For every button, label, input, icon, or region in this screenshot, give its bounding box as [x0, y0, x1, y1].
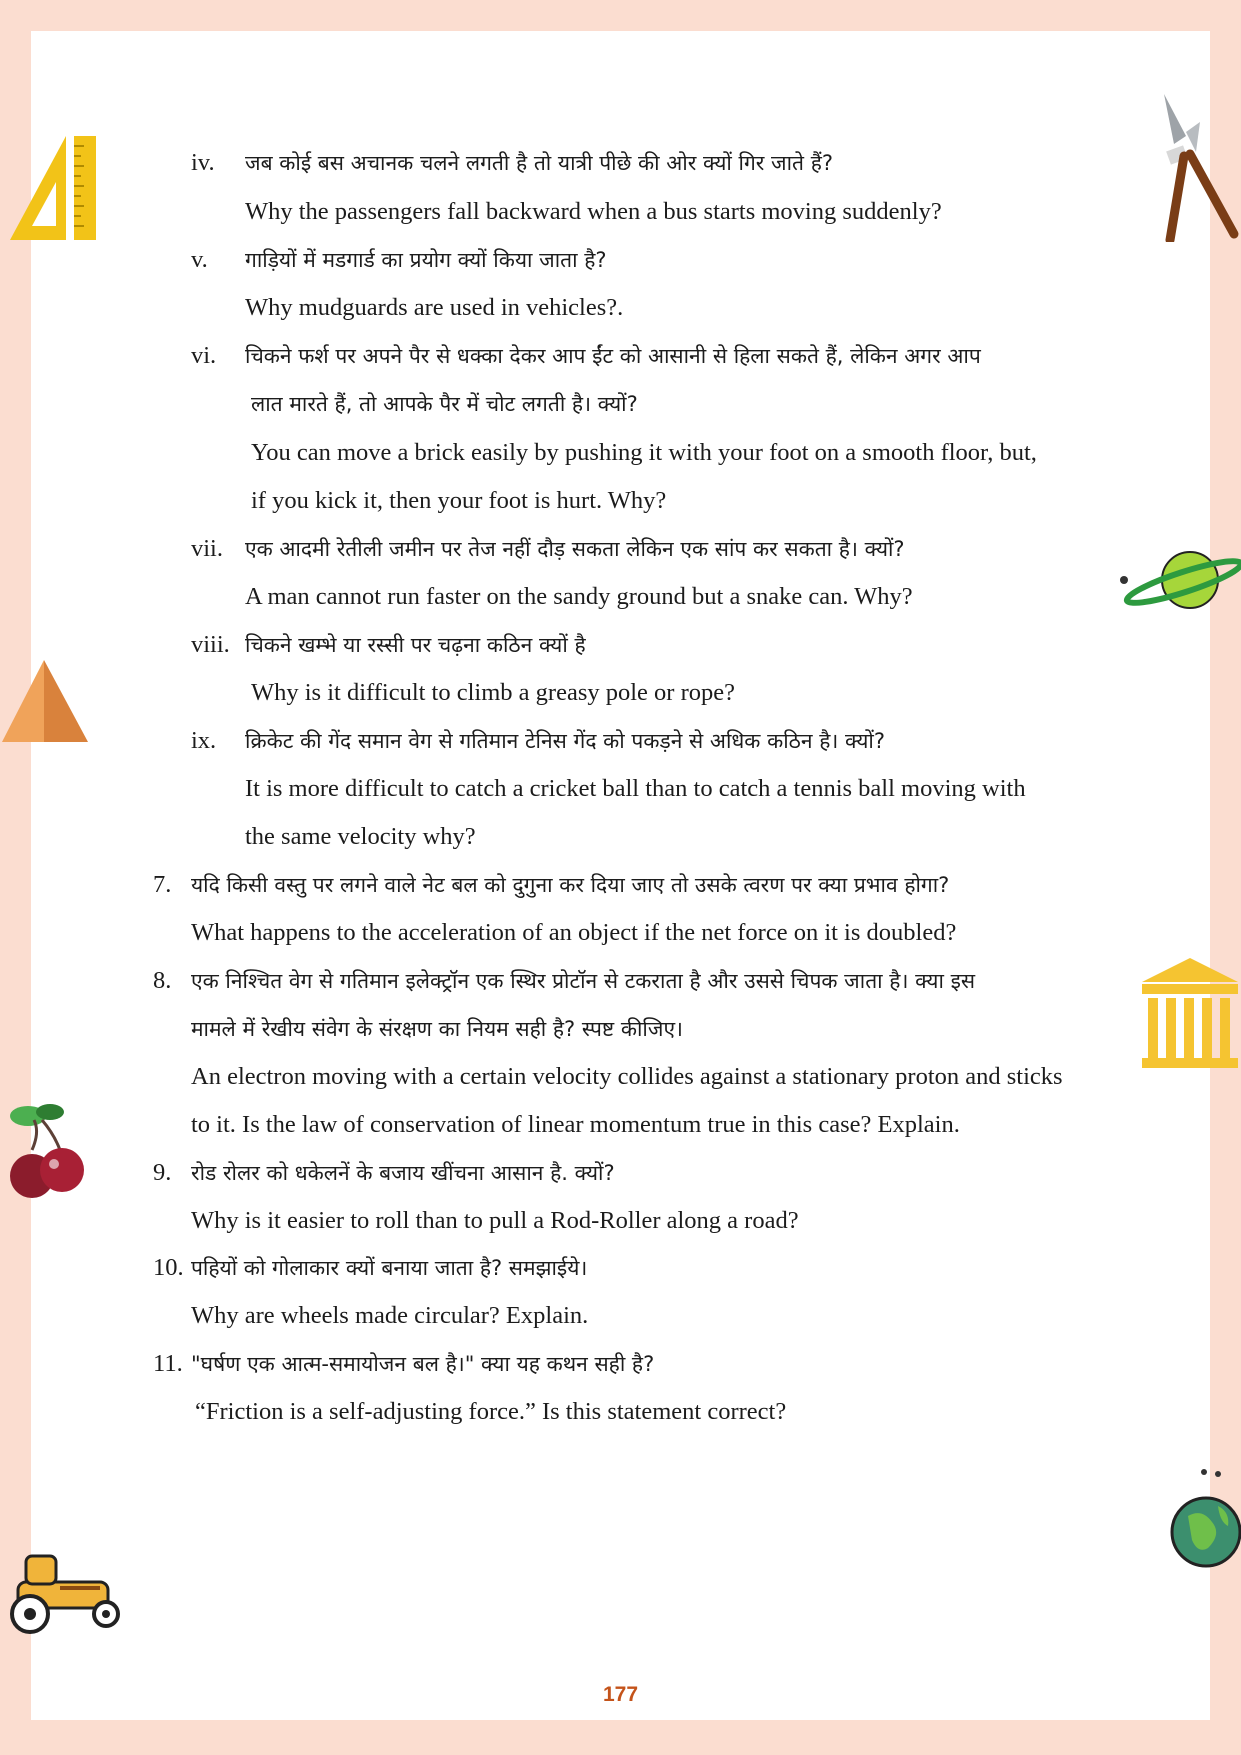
- question-hindi: गाड़ियों में मडगार्ड का प्रयोग क्यों किया जाता है?: [245, 248, 607, 272]
- saturn-planet-icon: [1112, 540, 1241, 616]
- temple-icon: [1140, 956, 1241, 1070]
- question-english: It is more difficult to catch a cricket ball than to catch a tennis ball moving with: [245, 775, 1026, 802]
- pruning-shears-icon: [1150, 92, 1241, 242]
- question-hindi: "घर्षण एक आत्म-समायोजन बल है।" क्या यह कथन सही है?: [191, 1352, 655, 1376]
- question-number: vi.: [191, 342, 217, 369]
- question-english: if you kick it, then your foot is hurt. Why?: [251, 487, 667, 514]
- question-english: to it. Is the law of conservation of linear momentum true in this case? Explain.: [191, 1111, 960, 1138]
- question-number: vii.: [191, 535, 223, 562]
- question-number: 7.: [153, 871, 172, 898]
- question-hindi: पहियों को गोलाकार क्यों बनाया जाता है? समझाईये।: [191, 1256, 588, 1280]
- question-number: iv.: [191, 149, 215, 176]
- question-number: 11.: [153, 1350, 183, 1377]
- pyramid-icon: [0, 656, 90, 744]
- question-hindi: मामले में रेखीय संवेग के संरक्षण का नियम सही है? स्पष्ट कीजिए।: [191, 1017, 684, 1041]
- question-number: v.: [191, 246, 208, 273]
- page-number: 177: [602, 1683, 639, 1706]
- question-english: Why is it difficult to climb a greasy pole or rope?: [251, 679, 735, 706]
- question-english: You can move a brick easily by pushing it with your foot on a smooth floor, but,: [251, 439, 1037, 466]
- question-english: Why is it easier to roll than to pull a Rod-Roller along a road?: [191, 1207, 799, 1234]
- question-english: “Friction is a self-adjusting force.” Is this statement correct?: [195, 1398, 787, 1425]
- question-number: 9.: [153, 1159, 172, 1186]
- question-hindi: एक आदमी रेतीली जमीन पर तेज नहीं दौड़ सकता लेकिन एक सांप कर सकता है। क्यों?: [245, 537, 905, 561]
- question-number: ix.: [191, 727, 217, 754]
- cherries-icon: [4, 1102, 88, 1208]
- question-hindi: क्रिकेट की गेंद समान वेग से गतिमान टेनिस गेंद को पकड़ने से अधिक कठिन है। क्यों?: [245, 729, 885, 753]
- ruler-set-square-icon: [6, 132, 102, 244]
- question-english: Why are wheels made circular? Explain.: [191, 1302, 589, 1329]
- question-english: Why mudguards are used in vehicles?.: [245, 294, 624, 321]
- question-number: 8.: [153, 967, 172, 994]
- question-english: Why the passengers fall backward when a bus starts moving suddenly?: [245, 198, 942, 225]
- question-hindi: यदि किसी वस्तु पर लगने वाले नेट बल को दुगुना कर दिया जाए तो उसके त्वरण पर क्या प्रभाव होगा?: [191, 873, 950, 897]
- question-english: What happens to the acceleration of an object if the net force on it is doubled?: [191, 919, 957, 946]
- question-hindi: लात मारते हैं, तो आपके पैर में चोट लगती है। क्यों?: [251, 392, 638, 416]
- question-english: the same velocity why?: [245, 823, 476, 850]
- question-hindi: चिकने फर्श पर अपने पैर से धक्का देकर आप ईंट को आसानी से हिला सकते हैं, लेकिन अगर आप: [245, 344, 981, 368]
- question-hindi: जब कोई बस अचानक चलने लगती है तो यात्री पीछे की ओर क्यों गिर जाते हैं?: [245, 151, 833, 175]
- vintage-car-icon: [0, 1548, 130, 1638]
- globe-icon: [1168, 1468, 1241, 1572]
- document-page: [31, 31, 1210, 1720]
- question-number: 10.: [153, 1254, 184, 1281]
- question-english: An electron moving with a certain velocity collides against a stationary proton and sticks: [191, 1063, 1063, 1090]
- question-english: A man cannot run faster on the sandy ground but a snake can. Why?: [245, 583, 913, 610]
- question-hindi: रोड रोलर को धकेलनें के बजाय खींचना आसान है. क्यों?: [191, 1161, 615, 1185]
- question-hindi: चिकने खम्भे या रस्सी पर चढ़ना कठिन क्यों है: [245, 633, 586, 657]
- question-number: viii.: [191, 631, 230, 658]
- question-hindi: एक निश्चित वेग से गतिमान इलेक्ट्रॉन एक स्थिर प्रोटॉन से टकराता है और उससे चिपक जाता है। क्या इस: [191, 969, 976, 993]
